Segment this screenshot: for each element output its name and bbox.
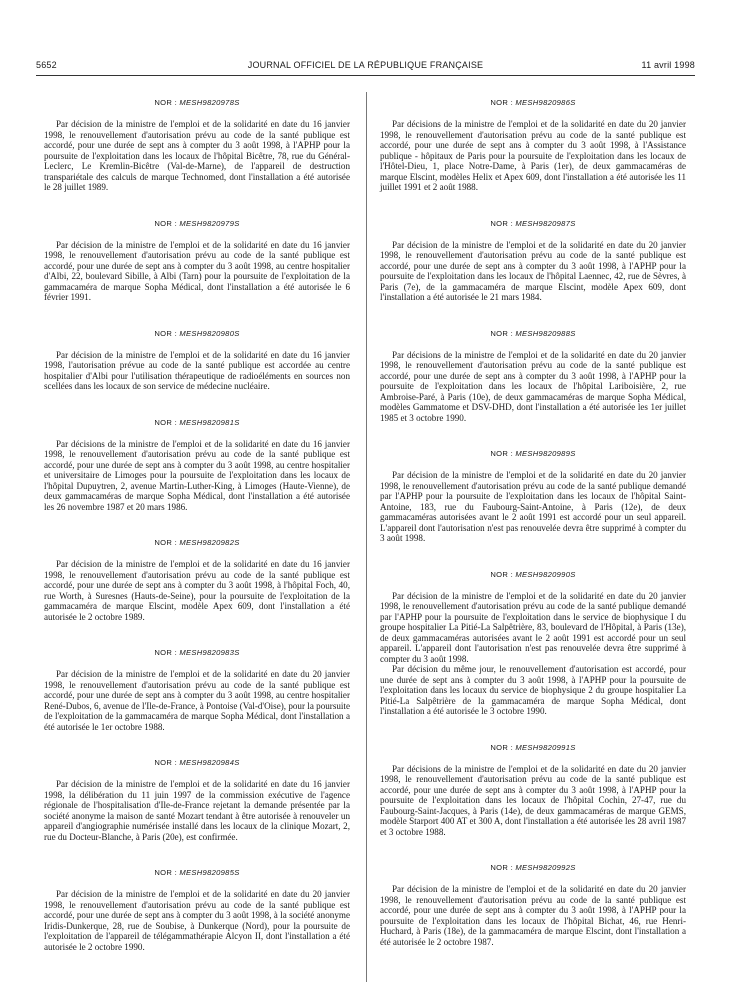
- decision-entry: [44, 329, 350, 392]
- decision-entry: [44, 758, 350, 842]
- nor-label: NOR :: [490, 449, 513, 458]
- nor-label: NOR :: [490, 569, 513, 579]
- nor-reference: [380, 863, 686, 872]
- decision-text: Par décision de la ministre de l'emploi et de la solidarité en date du 20 janvier 1998, le renouvellement d'autorisation prévu au code de la santé publique est accordé, pour une durée de sept ans à compter du 3 août 1998, à la société anonyme Iridis-Dunkerque, 28, rue de Soubise, à Dunkerque (Nord), pour la poursuite de l'exploitation de l'appareil de télégammathérapie Alcyon II, dont l'installation a été autorisée le 2 octobre 1990.: [44, 889, 350, 952]
- decision-text: Par décision de la ministre de l'emploi et de la solidarité en date du 16 janvier 1998, le renouvellement d'autorisation prévu au code de la santé publique est accordé, pour une durée de sept ans à compter du 3 août 1998, à l'APHP pour la poursuite de l'exploitation dans les locaux de l'hôpital Bicêtre, 78, rue du Général-Leclerc, Le Kremlin-Bicêtre (Val-de-Marne), de l'appareil de destruction transpariétale des calculs de marque Technomed, dont l'installation a été autorisée le 28 juillet 1989.: [44, 119, 350, 192]
- nor-label: NOR :: [154, 758, 177, 767]
- decision-entry: [44, 648, 350, 732]
- decision-entry: [380, 219, 686, 303]
- nor-reference: [44, 418, 350, 427]
- nor-code: MESH9820978S: [179, 98, 240, 107]
- nor-label: NOR :: [154, 538, 177, 547]
- decision-entry: [380, 449, 686, 544]
- decision-text: Par décision de la ministre de l'emploi et de la solidarité en date du 16 janvier 1998, le renouvellement d'autorisation prévu au code de la santé publique est accordé, pour une durée de sept ans à compter du 3 août 1998, au centre hospitalier d'Albi, 22, boulevard Sibille, à Albi (Tarn) pour la poursuite de l'exploitation de la gammacaméra de marque Sopha Médical, dont l'installation a été autorisée le 6 février 1991.: [44, 239, 350, 302]
- nor-label: NOR :: [490, 218, 513, 228]
- nor-reference: [44, 98, 350, 107]
- decision-text: Par décision de la ministre de l'emploi et de la solidarité en date du 16 janvier 1998, l'autorisation prévue au code de la santé publique est accordée au centre hospitalier d'Albi pour l'utilisation thérapeutique de radioéléments en sources non scellées dans les locaux de son service de médecine nucléaire.: [44, 349, 350, 391]
- nor-code: MESH9820991S: [515, 742, 576, 752]
- journal-title: JOURNAL OFFICIEL DE LA RÉPUBLIQUE FRANÇAISE: [247, 60, 484, 70]
- nor-code: MESH9820984S: [179, 758, 240, 767]
- nor-reference: [44, 648, 350, 657]
- decision-entry: [380, 743, 686, 838]
- right-column: [380, 92, 686, 973]
- decision-text: Par décision de la ministre de l'emploi et de la solidarité en date du 20 janvier 1998, le renouvellement d'autorisation prévu au code de la santé publique est accordé, pour une durée de sept ans à compter du 3 août 1998, au centre hospitalier René-Dubos, 6, avenue de l'Ile-de-France, à Pontoise (Val-d'Oise), pour la poursuite de l'exploitation de la gammacaméra de marque Sopha Médical, dont l'installation a été autorisée le 1er octobre 1988.: [44, 669, 350, 732]
- decision-entry: [44, 219, 350, 303]
- nor-code: MESH9820989S: [515, 449, 576, 458]
- nor-code: MESH9820981S: [179, 417, 240, 427]
- nor-label: NOR :: [490, 742, 513, 752]
- nor-code: MESH9820986S: [515, 98, 576, 107]
- nor-code: MESH9820985S: [179, 868, 240, 877]
- decision-entry: [44, 868, 350, 952]
- nor-code: MESH9820983S: [179, 648, 240, 657]
- nor-reference: [44, 758, 350, 767]
- decision-entry: [380, 570, 686, 717]
- nor-reference: [380, 219, 686, 228]
- decision-text: Par décision de la ministre de l'emploi et de la solidarité en date du 20 janvier 1998, le renouvellement d'autorisation prévu au code de la santé publique est accordé, pour une durée de sept ans à compter du 3 août 1998, à l'APHP pour la poursuite de l'exploitation dans les locaux de l'hôpital Bichat, 46, rue Henri-Huchard, à Paris (18e), de la gammacaméra de marque Elscint, dont l'installation a été autorisée le 2 octobre 1987.: [380, 884, 686, 947]
- nor-label: NOR :: [490, 98, 513, 107]
- nor-label: NOR :: [154, 868, 177, 877]
- nor-label: NOR :: [490, 328, 513, 338]
- nor-reference: [44, 219, 350, 228]
- left-column: [44, 92, 350, 978]
- decision-entry: [380, 329, 686, 424]
- nor-label: NOR :: [154, 648, 177, 657]
- decision-entry: [380, 863, 686, 947]
- nor-reference: [44, 329, 350, 338]
- column-divider: [366, 92, 367, 982]
- nor-code: MESH9820987S: [515, 218, 576, 228]
- nor-reference: [380, 98, 686, 107]
- decision-text: Par décision de la ministre de l'emploi et de la solidarité en date du 20 janvier 1998, le renouvellement d'autorisation prévu au code de la santé publique demandé par l'APHP pour la poursuite de l'exploitation dans le service de biophysique I du groupe hospitalier La Pitié-La Salpêtrière, 83, boulevard de l'Hôpital, à Paris (13e), de deux gammacaméras autorisées avant le 2 août 1991 est accordé pour un seul appareil. L'appareil dont l'autorisation n'est pas renouvelée devra être supprimé à compter du 3 août 1998.: [380, 590, 686, 664]
- nor-label: NOR :: [154, 218, 177, 228]
- nor-label: NOR :: [490, 863, 513, 872]
- header-divider: [36, 75, 695, 76]
- nor-reference: [380, 570, 686, 579]
- decision-entry: [44, 418, 350, 513]
- decision-text: Par décision de la ministre de l'emploi et de la solidarité en date du 16 janvier 1998, le renouvellement d'autorisation prévu au code de la santé publique est accordé, pour une durée de sept ans à compter du 3 août 1998, à l'hôpital Foch, 40, rue Worth, à Suresnes (Hauts-de-Seine), pour la poursuite de l'exploitation de la gammacaméra de marque Elscint, modèle Apex 609, dont l'installation a été autorisée le 2 octobre 1989.: [44, 559, 350, 622]
- nor-code: MESH9820982S: [179, 538, 240, 547]
- nor-reference: [44, 538, 350, 547]
- decision-text: Par décision de la ministre de l'emploi et de la solidarité en date du 20 janvier 1998, le renouvellement d'autorisation prévu au code de la santé publique est accordé, pour une durée de sept ans à compter du 3 août 1998, à l'APHP pour la poursuite de l'exploitation dans les locaux de l'hôpital Laennec, 42, rue de Sèvres, à Paris (7e), de la gammacaméra de marque Elscint, modèle Apex 609, dont l'installation a été autorisée le 21 mars 1984.: [380, 239, 686, 302]
- decision-text: Par décision du même jour, le renouvellement d'autorisation est accordé, pour une durée de sept ans à compter du 3 août 1998, à l'APHP pour la poursuite de l'exploitation dans les locaux du service de biophysique 2 du groupe hospitalier La Pitié-La Salpêtrière de la gammacaméra de marque Sopha Médical, dont l'installation a été autorisée le 3 octobre 1990.: [380, 664, 686, 716]
- nor-code: MESH9820990S: [515, 569, 576, 579]
- nor-label: NOR :: [154, 417, 177, 427]
- decision-entry: [44, 538, 350, 622]
- nor-reference: [380, 449, 686, 458]
- decision-text: Par décisions de la ministre de l'emploi et de la solidarité en date du 20 janvier 1998, le renouvellement d'autorisation prévu au code de la santé publique est accordé, pour une durée de sept ans à compter du 3 août 1998, à l'Assistance publique - hôpitaux de Paris pour la poursuite de l'exploitation dans les locaux de l'Hôtel-Dieu, 1, place Notre-Dame, à Paris (1er), de deux gammacaméras de marque Elscint, modèles Helix et Apex 609, dont l'installation a été autorisée les 11 juillet 1991 et 2 août 1988.: [380, 119, 686, 192]
- decision-text: Par décisions de la ministre de l'emploi et de la solidarité en date du 20 janvier 1998, le renouvellement d'autorisation prévu au code de la santé publique est accordé, pour une durée de sept ans à compter du 3 août 1998, à l'APHP pour la poursuite de l'exploitation dans les locaux de l'hôpital Lariboisière, 2, rue Ambroise-Paré, à Paris (10e), de deux gammacaméras de marque Sopha Médical, modèles Gammatome et DSV-DHD, dont l'installation a été autorisée les 1er juillet 1985 et 3 octobre 1990.: [380, 349, 686, 423]
- nor-code: MESH9820988S: [515, 328, 576, 338]
- nor-code: MESH9820979S: [179, 218, 240, 228]
- decision-text: Par décisions de la ministre de l'emploi et de la solidarité en date du 20 janvier 1998, le renouvellement d'autorisation prévu au code de la santé publique est accordé, pour une durée de sept ans à compter du 3 août 1998, à l'APHP pour la poursuite de l'exploitation dans les locaux de l'hôpital Cochin, 27-47, rue du Faubourg-Saint-Jacques, à Paris (14e), de deux gammacaméras de marque GEMS, modèle Starport 400 AT et 300 A, dont l'installation a été autorisée les 28 avril 1987 et 3 octobre 1988.: [380, 763, 686, 837]
- decision-text: Par décision de la ministre de l'emploi et de la solidarité en date du 16 janvier 1998, la délibération du 11 juin 1997 de la commission exécutive de l'agence régionale de l'hospitalisation d'Ile-de-France rejetant la demande présentée par la société anonyme la maison de santé Mozart tendant à être autorisée à renouveler un appareil d'angiographie numérisée installé dans les locaux de la clinique Mozart, 2, rue du Docteur-Blanche, à Paris (20e), est confirmée.: [44, 779, 350, 842]
- nor-reference: [380, 743, 686, 752]
- page-header: [36, 57, 695, 75]
- nor-label: NOR :: [154, 98, 177, 107]
- nor-reference: [380, 329, 686, 338]
- decision-entry: [44, 98, 350, 193]
- nor-label: NOR :: [154, 328, 177, 338]
- decision-text: Par décision de la ministre de l'emploi et de la solidarité en date du 20 janvier 1998, le renouvellement d'autorisation prévu au code de la santé publique demandé par l'APHP pour la poursuite de l'exploitation dans les locaux de l'hôpital Saint-Antoine, 183, rue du Faubourg-Saint-Antoine, à Paris (12e), de deux gammacaméras autorisées avant le 2 août 1991 est accordé pour un seul appareil. L'appareil dont l'autorisation n'est pas renouvelée devra être supprimé à compter du 3 août 1998.: [380, 470, 686, 543]
- nor-code: MESH9820980S: [179, 328, 240, 338]
- nor-reference: [44, 868, 350, 877]
- decision-text: Par décisions de la ministre de l'emploi et de la solidarité en date du 16 janvier 1998, le renouvellement d'autorisation prévu au code de la santé publique est accordé, pour une durée de sept ans à compter du 3 août 1998, au centre hospitalier et universitaire de Limoges pour la poursuite de l'exploitation dans les locaux de l'hôpital Dupuytren, 2, avenue Martin-Luther-King, à Limoges (Haute-Vienne), de deux gammacaméras de marque Sopha Médical, dont l'installation a été autorisée les 26 novembre 1987 et 20 mars 1986.: [44, 438, 350, 512]
- publication-date: 11 avril 1998: [641, 60, 695, 70]
- decision-entry: [380, 98, 686, 193]
- nor-code: MESH9820992S: [515, 863, 576, 872]
- page-number: 5652: [36, 60, 57, 70]
